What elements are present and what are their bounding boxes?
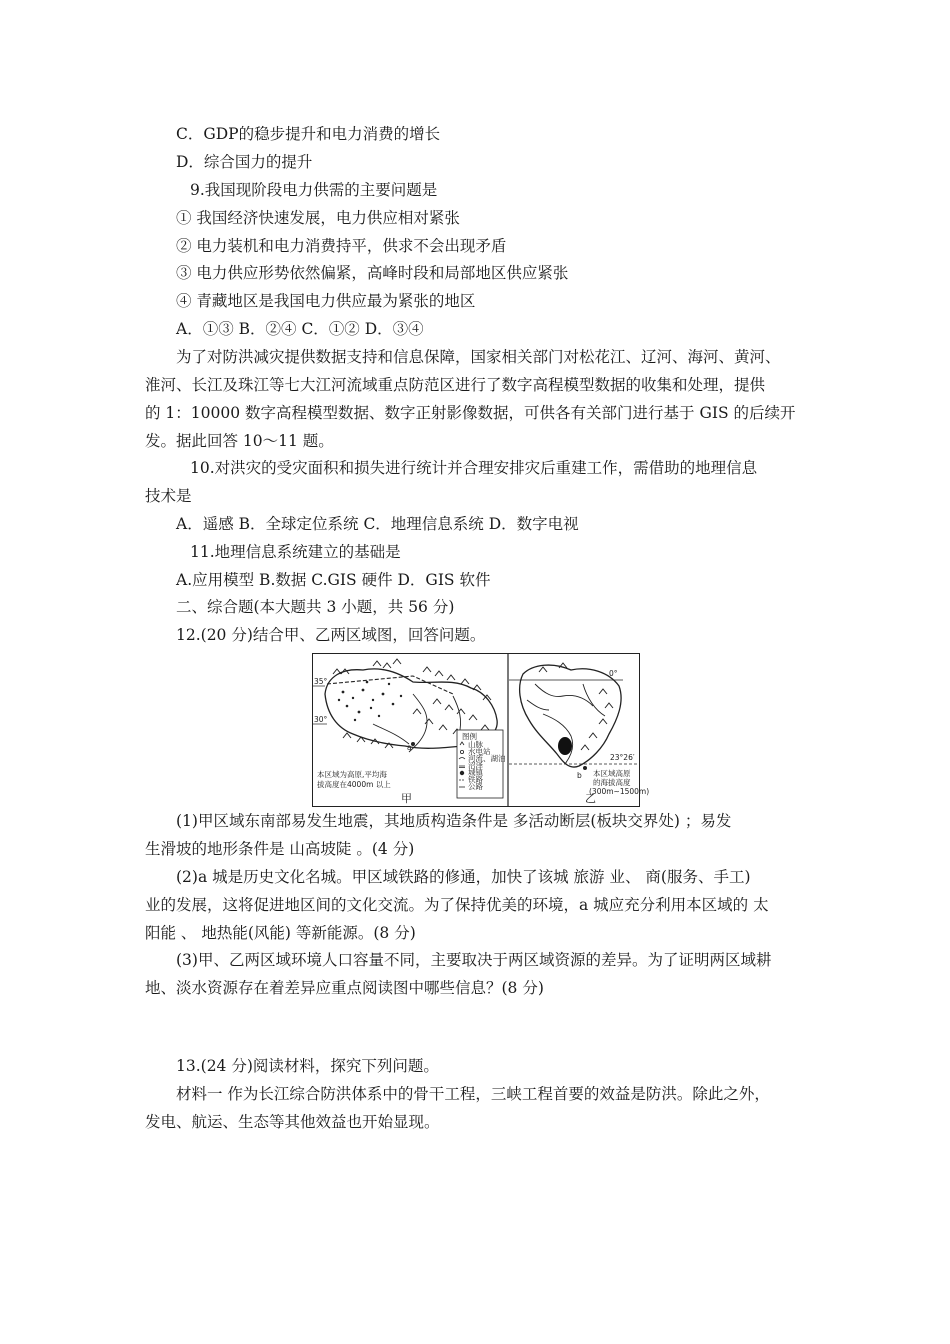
question-11-options: A.应用模型 B.数据 C.GIS 硬件 D．GIS 软件 [176, 571, 491, 589]
section-heading: 二、综合题(本大题共 3 小题，共 56 分) [176, 598, 455, 616]
q12-part1: (1)甲区域东南部易发生地震，其地质构造条件是 多活动断层(板块交界处) ；易发 [176, 812, 732, 830]
lat-0-label: 0° [609, 669, 618, 678]
question-12: 12.(20 分)结合甲、乙两区域图，回答问题。 [176, 626, 486, 644]
passage-line-4: 发。据此回答 10～11 题。 [145, 432, 334, 450]
q12-part3: (3)甲、乙两区域环境人口容量不同，主要取决于两区域资源的差异。为了证明两区域耕 [176, 951, 772, 969]
question-10: 10.对洪灾的受灾面积和损失进行统计并合理安排灾后重建工作，需借助的地理信息 [190, 459, 758, 477]
statement-1: ① 我国经济快速发展，电力供应相对紧张 [176, 209, 460, 227]
map-legend [457, 730, 506, 798]
q12-part2-cont-2: 阳能 、 地热能(风能) 等新能源。(8 分) [145, 924, 416, 942]
region-maps-svg [313, 654, 650, 806]
left-note-line-2: 拔高度在4000m 以上 [317, 780, 391, 789]
lat-30-label: 30° [314, 715, 328, 724]
question-10-cont: 技术是 [145, 487, 192, 505]
passage-line-2: 淮河、长江及珠江等七大江河流域重点防范区进行了数字高程模型数据的收集和处理，提供 [145, 376, 766, 394]
question-9: 9.我国现阶段电力供需的主要问题是 [190, 181, 438, 199]
lat-2326-label: 23°26′ [610, 753, 635, 762]
legend-item-2: 水电站 [468, 747, 491, 756]
map-yi [509, 663, 649, 805]
region-maps-figure [312, 653, 650, 807]
statement-3: ③ 电力供应形势依然偏紧，高峰时段和局部地区供应紧张 [176, 264, 569, 282]
question-11: 11.地理信息系统建立的基础是 [190, 543, 401, 561]
lat-35-label: 35° [314, 677, 328, 686]
material-1-line-1: 材料一 作为长江综合防洪体系中的骨干工程，三峡工程首要的效益是防洪。除此之外， [176, 1085, 770, 1103]
legend-item-6: 铁路 [468, 775, 483, 784]
legend-item-4: 沼泽 [468, 761, 483, 770]
city-b-label: b [577, 771, 582, 780]
left-note-line-1: 本区域为高原,平均海 [317, 770, 387, 779]
legend-title: 图例 [462, 732, 477, 741]
q12-part3-cont: 地、淡水资源存在着差异应重点阅读图中哪些信息？(8 分) [145, 979, 544, 997]
statement-4: ④ 青藏地区是我国电力供应最为紧张的地区 [176, 292, 476, 310]
map-yi-label: 乙 [585, 792, 596, 805]
right-note-line-1: 本区域高原 [593, 769, 631, 778]
city-a-label: a [407, 743, 412, 752]
question-10-options: A．遥感 B．全球定位系统 C．地理信息系统 D．数字电视 [176, 515, 579, 533]
right-note-line-3: (300m~1500m) [589, 787, 650, 796]
q12-part2-cont-1: 业的发展，这将促进地区间的文化交流。为了保持优美的环境，a 城应充分利用本区域的 太 [145, 896, 769, 914]
material-1-line-2: 发电、航运、生态等其他效益也开始显现。 [145, 1113, 440, 1131]
question-13: 13.(24 分)阅读材料，探究下列问题。 [176, 1057, 439, 1075]
legend-item-3: 河流、湖泊 [468, 754, 506, 763]
legend-item-1: 山脉 [468, 740, 483, 749]
legend-item-5: 城镇 [468, 768, 483, 777]
q12-part1-cont: 生滑坡的地形条件是 山高坡陡 。(4 分) [145, 840, 415, 858]
option-c: C．GDP的稳步提升和电力消费的增长 [176, 125, 441, 143]
legend-item-7: 公路 [468, 782, 483, 791]
option-d: D．综合国力的提升 [176, 153, 313, 171]
statement-2: ② 电力装机和电力消费持平，供求不会出现矛盾 [176, 237, 507, 255]
right-note-line-2: 的海拔高度 [593, 778, 631, 787]
map-jia-label: 甲 [401, 792, 412, 805]
q12-part2: (2)a 城是历史文化名城。甲区域铁路的修通，加快了该城 旅游 业、 商(服务、手工) [176, 868, 751, 886]
question-9-options: A．①③ B．②④ C．①② D．③④ [176, 320, 424, 338]
passage-line-1: 为了对防洪减灾提供数据支持和信息保障，国家相关部门对松花江、辽河、海河、黄河、 [176, 348, 781, 366]
passage-line-3: 的 1：10000 数字高程模型数据、数字正射影像数据，可供各有关部门进行基于 GIS 的后续开 [145, 404, 796, 422]
